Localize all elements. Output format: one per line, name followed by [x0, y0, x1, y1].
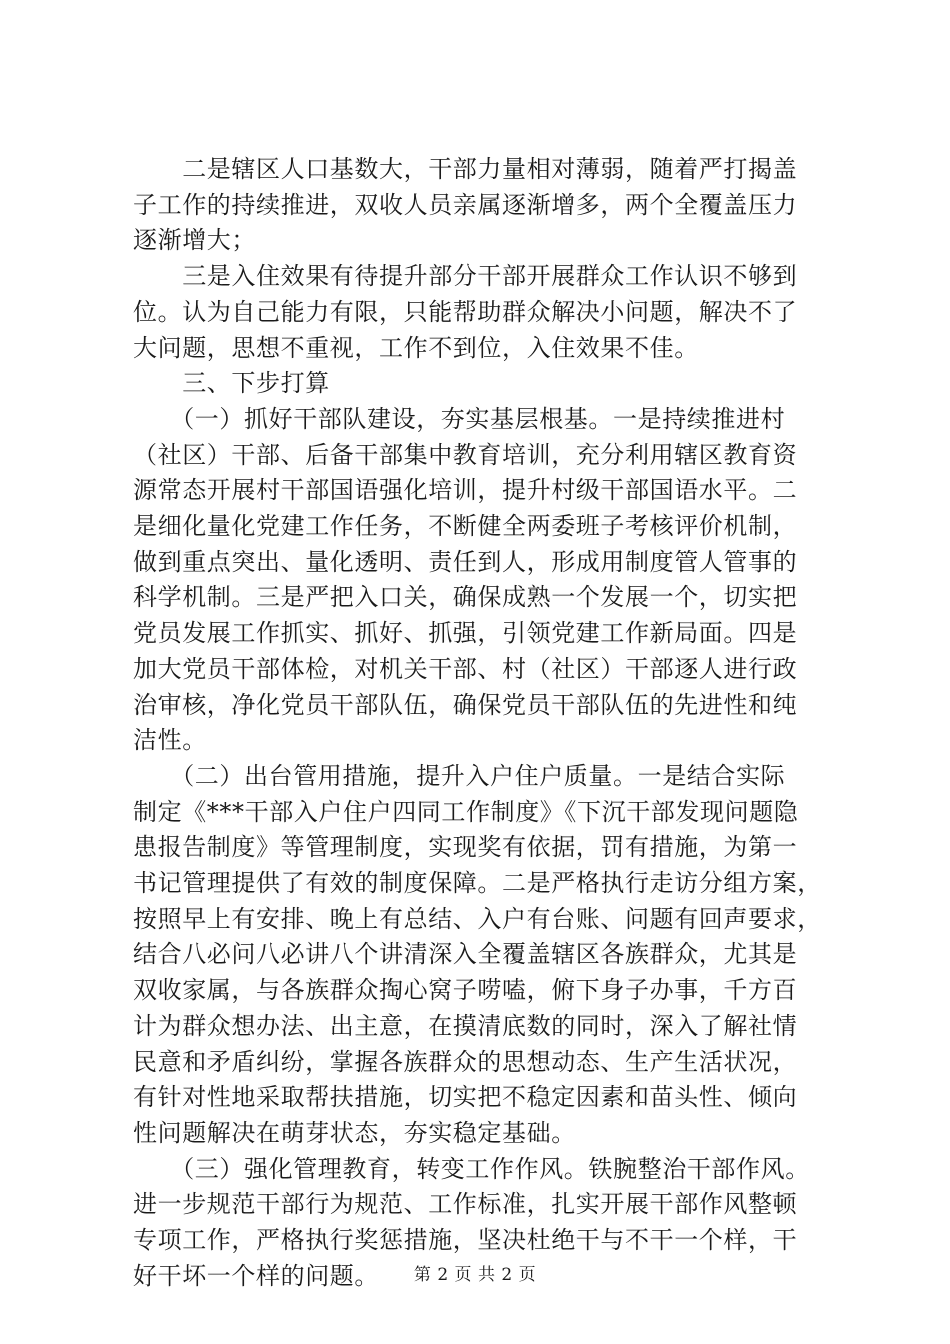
text-line: 子工作的持续推进，双收人员亲属逐渐增多，两个全覆盖压力	[133, 190, 798, 219]
text-line: 患报告制度》等管理制度，实现奖有依据，罚有措施，为第一	[133, 833, 798, 862]
text-line: 双收家属，与各族群众掏心窝子唠嗑，俯下身子办事，千方百	[133, 976, 798, 1005]
text-line: （一）抓好干部队建设，夯实基层根基。一是持续推进村	[133, 404, 786, 433]
text-line: （三）强化管理教育，转变工作作风。铁腕整治干部作风。	[133, 1154, 810, 1183]
text-line: 专项工作，严格执行奖惩措施，坚决杜绝干与不干一个样，干	[133, 1226, 798, 1255]
text-line: 洁性。	[133, 726, 207, 755]
text-line: 做到重点突出、量化透明、责任到人，形成用制度管人管事的	[133, 547, 798, 576]
text-line: 治审核，净化党员干部队伍，确保党员干部队伍的先进性和纯	[133, 690, 798, 719]
text-line: 三是入住效果有待提升部分干部开展群众工作认识不够到	[133, 262, 798, 291]
text-line: （社区）干部、后备干部集中教育培训，充分利用辖区教育资	[133, 440, 798, 469]
document-body	[133, 152, 853, 1295]
text-line: 按照早上有安排、晚上有总结、入户有台账、问题有回声要求，	[133, 904, 822, 933]
text-line: 三、下步打算	[133, 369, 330, 398]
text-line: 进一步规范干部行为规范、工作标准，扎实开展干部作风整顿	[133, 1190, 798, 1219]
text-line: 好干坏一个样的问题。	[133, 1261, 379, 1290]
text-line: 制定《***干部入户住户四同工作制度》《下沉干部发现问题隐	[133, 797, 799, 826]
text-line: 位。认为自己能力有限，只能帮助群众解决小问题，解决不了	[133, 297, 798, 326]
text-line: 书记管理提供了有效的制度保障。二是严格执行走访分组方案，	[133, 869, 822, 898]
text-line: 是细化量化党建工作任务，不断健全两委班子考核评价机制，	[133, 512, 798, 541]
text-line: 计为群众想办法、出主意，在摸清底数的同时，深入了解社情	[133, 1011, 798, 1040]
text-line: 民意和矛盾纠纷，掌握各族群众的思想动态、生产生活状况，	[133, 1047, 798, 1076]
text-line: 党员发展工作抓实、抓好、抓强，引领党建工作新局面。四是	[133, 619, 798, 648]
text-line: 二是辖区人口基数大，干部力量相对薄弱，随着严打揭盖	[133, 155, 798, 183]
text-line: 性问题解决在萌芽状态，夯实稳定基础。	[133, 1118, 576, 1147]
text-line: 加大党员干部体检，对机关干部、村（社区）干部逐人进行政	[133, 654, 798, 683]
text-line: 源常态开展村干部国语强化培训，提升村级干部国语水平。二	[133, 476, 798, 505]
text-line: 逐渐增大；	[133, 226, 256, 255]
text-line: 科学机制。三是严把入口关，确保成熟一个发展一个，切实把	[133, 583, 798, 612]
text-line: 有针对性地采取帮扶措施，切实把不稳定因素和苗头性、倾向	[133, 1083, 798, 1112]
text-line: 结合八必问八必讲八个讲清深入全覆盖辖区各族群众，尤其是	[133, 940, 798, 969]
text-line: （二）出台管用措施，提升入户住户质量。一是结合实际	[133, 761, 786, 790]
page-footer: 第 2 页 共 2 页	[413, 1265, 537, 1285]
text-line: 大问题，思想不重视，工作不到位，入住效果不佳。	[133, 333, 699, 362]
